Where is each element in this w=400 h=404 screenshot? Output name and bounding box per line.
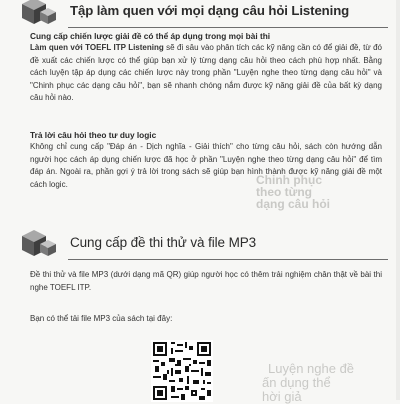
cube-stack-icon (20, 0, 64, 34)
bleed-text: ấn dụng thể (262, 375, 331, 390)
subheading-strategy: Cung cấp chiến lược giải đề có thể áp dụng trong mọi bài thi (30, 31, 271, 41)
paragraph-bold-lead: Làm quen với TOEFL ITP Listening (30, 43, 164, 52)
paragraph-download: Bạn có thể tải file MP3 của sách tại đây: (30, 314, 173, 323)
bleed-text: hời giả (262, 389, 302, 404)
paragraph-body: sẽ đi sâu vào phân tích các kỹ năng cần có để giải đề, từ đó đề xuất các chiến lược có thể giúp bạn xử lý từng dạng câu hỏi theo cách phù hợp nhất. Bằng cách luyện tập áp dụng các chiến lược này trong phần "Luyện nghe theo từng dạng câu hỏi" và "Chinh phục các dạng câu hỏi", bạn sẽ nhanh chóng nắm được kỹ năng giải đề của bất kỳ dạng câu hỏi nào. (30, 43, 382, 103)
subheading-logic: Trả lời câu hỏi theo tư duy logic (30, 130, 157, 140)
cube-stack-icon (20, 226, 64, 266)
paragraph-mock-test: Đề thi thử và file MP3 (dưới dạng mã QR) giúp người học có thêm trải nghiệm chân thật về bài thi nghe TOEFL ITP. (30, 270, 382, 292)
section-title: Tập làm quen với mọi dạng câu hỏi Listening (70, 3, 350, 18)
bleed-text: dạng câu hỏi (256, 197, 331, 211)
bleed-text: theo từng (256, 185, 313, 199)
section-header-2 (20, 232, 388, 258)
section-divider (68, 259, 388, 260)
qr-code[interactable] (151, 340, 213, 402)
paragraph-logic: Không chỉ cung cấp "Đáp án - Dịch nghĩa - Giải thích" cho từng câu hỏi, sách còn hướng dẫn người học cách áp dụng chiến lược đã học ở phần "Luyện nghe theo từng dạng câu hỏi" để tìm đáp án. Ngoài ra, phần gợi ý trả lời trong sách sẽ giúp bạn hình thành được kỹ năng giải đề một cách logic. (30, 142, 382, 189)
section-title: Cung cấp đề thi thử và file MP3 (70, 235, 257, 250)
section-header-1 (20, 0, 388, 26)
bleed-text: Chinh phục (256, 173, 322, 187)
page-edge (396, 0, 400, 400)
paragraph-strategy (30, 42, 382, 105)
bleed-text: Luyện nghe đề (268, 361, 355, 376)
section-divider (68, 27, 388, 28)
